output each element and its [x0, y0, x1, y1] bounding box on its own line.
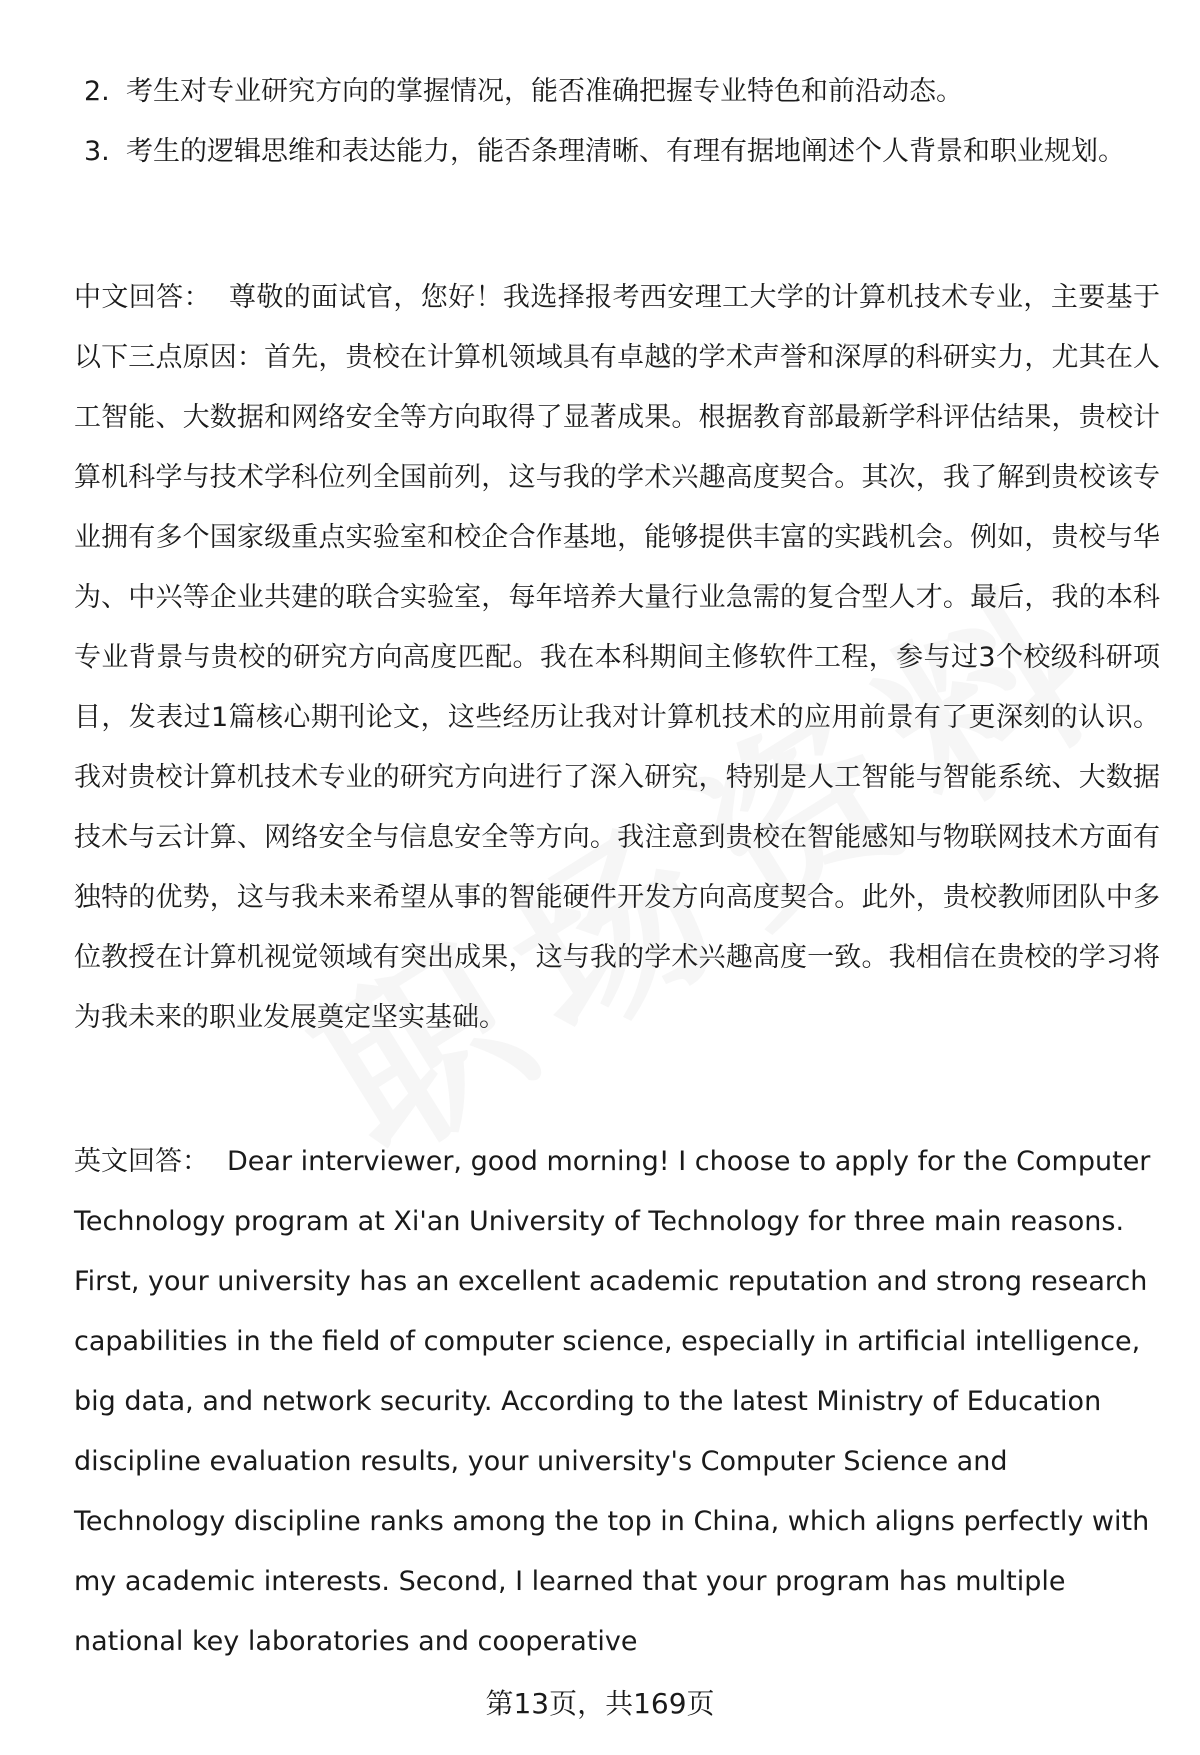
list-item-text: 考生的逻辑思维和表达能力，能否条理清晰、有理有据地阐述个人背景和职业规划。	[126, 136, 1125, 167]
list-item-text: 考生对专业研究方向的掌握情况，能否准确把握专业特色和前沿动态。	[126, 76, 963, 107]
chinese-answer-paragraph	[74, 268, 1160, 1048]
criteria-list	[74, 62, 1154, 182]
list-item	[74, 62, 1154, 122]
english-answer-label: 英文回答：	[74, 1146, 209, 1177]
chinese-answer-text: 尊敬的面试官，您好！我选择报考西安理工大学的计算机技术专业，主要基于以下三点原因：首先，贵校在计算机领域具有卓越的学术声誉和深厚的科研实力，尤其在人工智能、大数据和网络安全等方向取得了显著成果。根据教育部最新学科评估结果，贵校计算机科学与技术学科位列全国前列，这与我的学术兴趣高度契合。其次，我了解到贵校该专业拥有多个国家级重点实验室和校企合作基地，能够提供丰富的实践机会。例如，贵校与华为、中兴等企业共建的联合实验室，每年培养大量行业急需的复合型人才。最后，我的本科专业背景与贵校的研究方向高度匹配。我在本科期间主修软件工程，参与过3个校级科研项目，发表过1篇核心期刊论文，这些经历让我对计算机技术的应用前景有了更深刻的认识。我对贵校计算机技术专业的研究方向进行了深入研究，特别是人工智能与智能系统、大数据技术与云计算、网络安全与信息安全等方向。我注意到贵校在智能感知与物联网技术方面有独特的优势，这与我未来希望从事的智能硬件开发方向高度契合。此外，贵校教师团队中多位教授在计算机视觉领域有突出成果，这与我的学术兴趣高度一致。我相信在贵校的学习将为我未来的职业发展奠定坚实基础。	[74, 282, 1161, 1033]
english-answer-paragraph	[74, 1132, 1160, 1672]
chinese-answer-label: 中文回答：	[74, 282, 211, 313]
list-item-number: 2.	[84, 76, 110, 107]
english-answer-text: Dear interviewer, good morning! I choose to apply for the Computer Technology program at Xi'an University of Technology for three main reasons. First, your university has an excellent academic reputation and strong research capabilities in the field of computer science, especially in artificial intelligence, big data, and network security. According to the latest Ministry of Education discipline evaluation results, your university's Computer Science and Technology discipline ranks among the top in China, which aligns perfectly with my academic interests. Second, I learned that your program has multiple national key laboratories and cooperative	[74, 1146, 1151, 1657]
page-number: 第13页，共169页	[485, 1687, 715, 1720]
list-item-number: 3.	[84, 136, 110, 167]
list-item	[74, 122, 1154, 182]
